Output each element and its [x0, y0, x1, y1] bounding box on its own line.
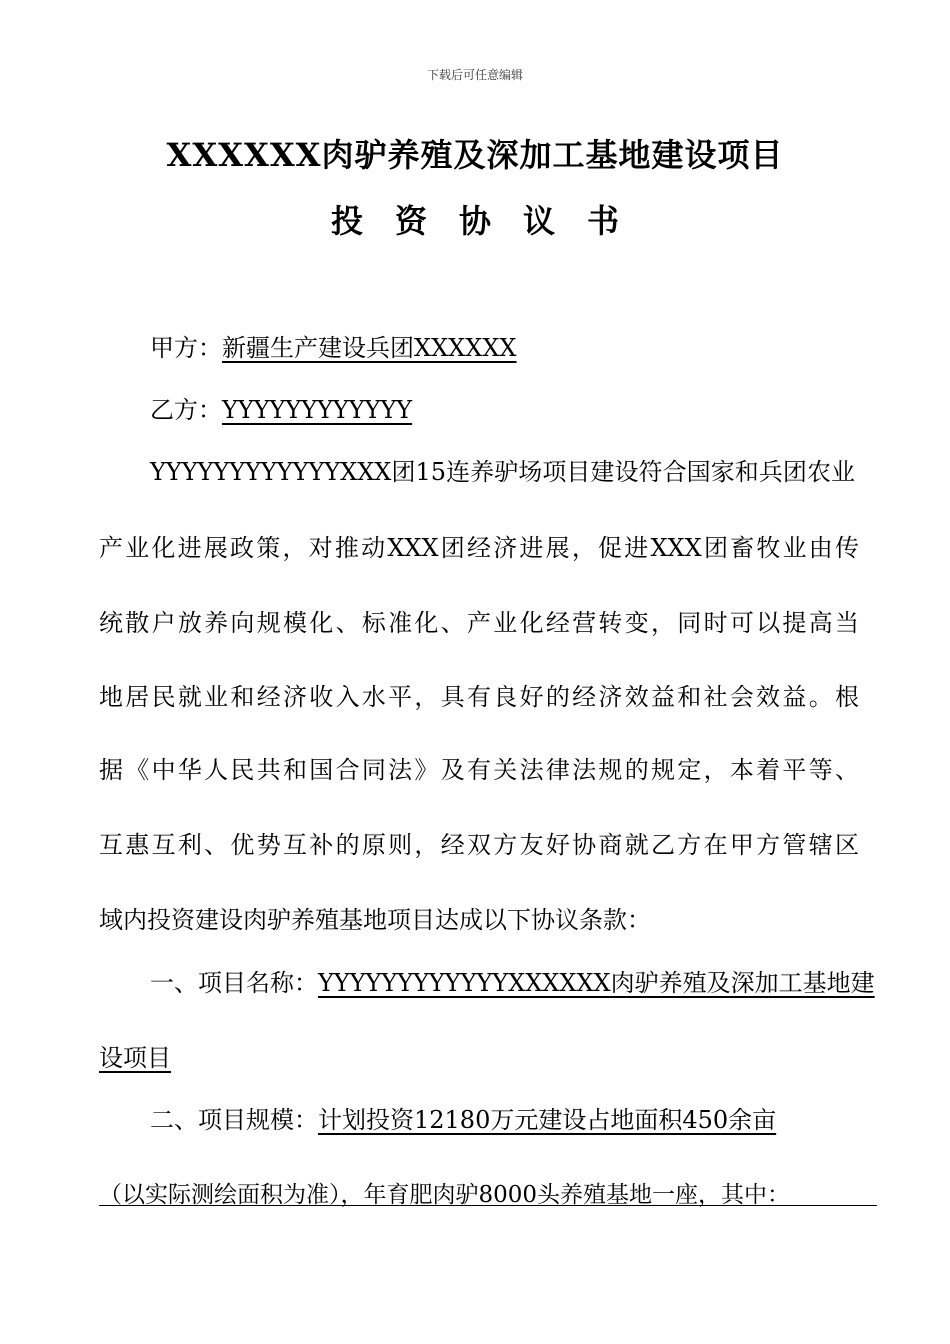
clause-2-line	[150, 1105, 855, 1135]
intro-line-6: 互惠互利、优势互补的原则，经双方友好协商就乙方在甲方管辖区	[99, 831, 859, 859]
intro-line-4: 地居民就业和经济收入水平，具有良好的经济效益和社会效益。根	[99, 683, 859, 711]
party-b-value: YYYYYYYYYYYY	[222, 396, 413, 424]
clause-1-value-cont: 设项目	[99, 1044, 171, 1072]
document-subtitle: 投资协议书	[330, 202, 651, 240]
party-b-label: 乙方：	[150, 396, 222, 424]
intro-line-2: 产业化进展政策，对推动XXX团经济进展，促进XXX团畜牧业由传	[99, 534, 859, 562]
clause-1-continuation	[99, 1043, 859, 1073]
document-title: XXXXXX肉驴养殖及深加工基地建设项目	[166, 136, 784, 174]
header-note: 下载后可任意编辑	[426, 68, 523, 82]
clause-1-line	[150, 968, 875, 998]
intro-line-3: 统散户放养向规模化、标准化、产业化经营转变，同时可以提高当	[99, 609, 859, 637]
clause-2-label: 二、项目规模：	[150, 1106, 318, 1134]
clause-2-value-cont: （以实际测绘面积为准），年育肥肉驴8000头养殖基地一座，其中：	[99, 1182, 791, 1208]
party-a-label: 甲方：	[150, 334, 222, 362]
party-a-line	[150, 333, 855, 363]
clause-2-value: 计划投资12180万元建设占地面积450余亩	[318, 1106, 777, 1134]
intro-line-7: 域内投资建设肉驴养殖基地项目达成以下协议条款：	[99, 906, 651, 934]
clause-1-value: YYYYYYYYYYYYXXXXXX肉驴养殖及深加工基地建	[318, 969, 875, 997]
clause-2-underline	[99, 1205, 877, 1206]
intro-line-5: 据《中华人民共和国合同法》及有关法律法规的规定，本着平等、	[99, 756, 859, 784]
intro-line-1: YYYYYYYYYYYYXXX团15连养驴场项目建设符合国家和兵团农业	[150, 458, 855, 486]
clause-1-label: 一、项目名称：	[150, 969, 318, 997]
party-a-value: 新疆生产建设兵团XXXXXX	[222, 334, 517, 362]
party-b-line	[150, 395, 855, 425]
